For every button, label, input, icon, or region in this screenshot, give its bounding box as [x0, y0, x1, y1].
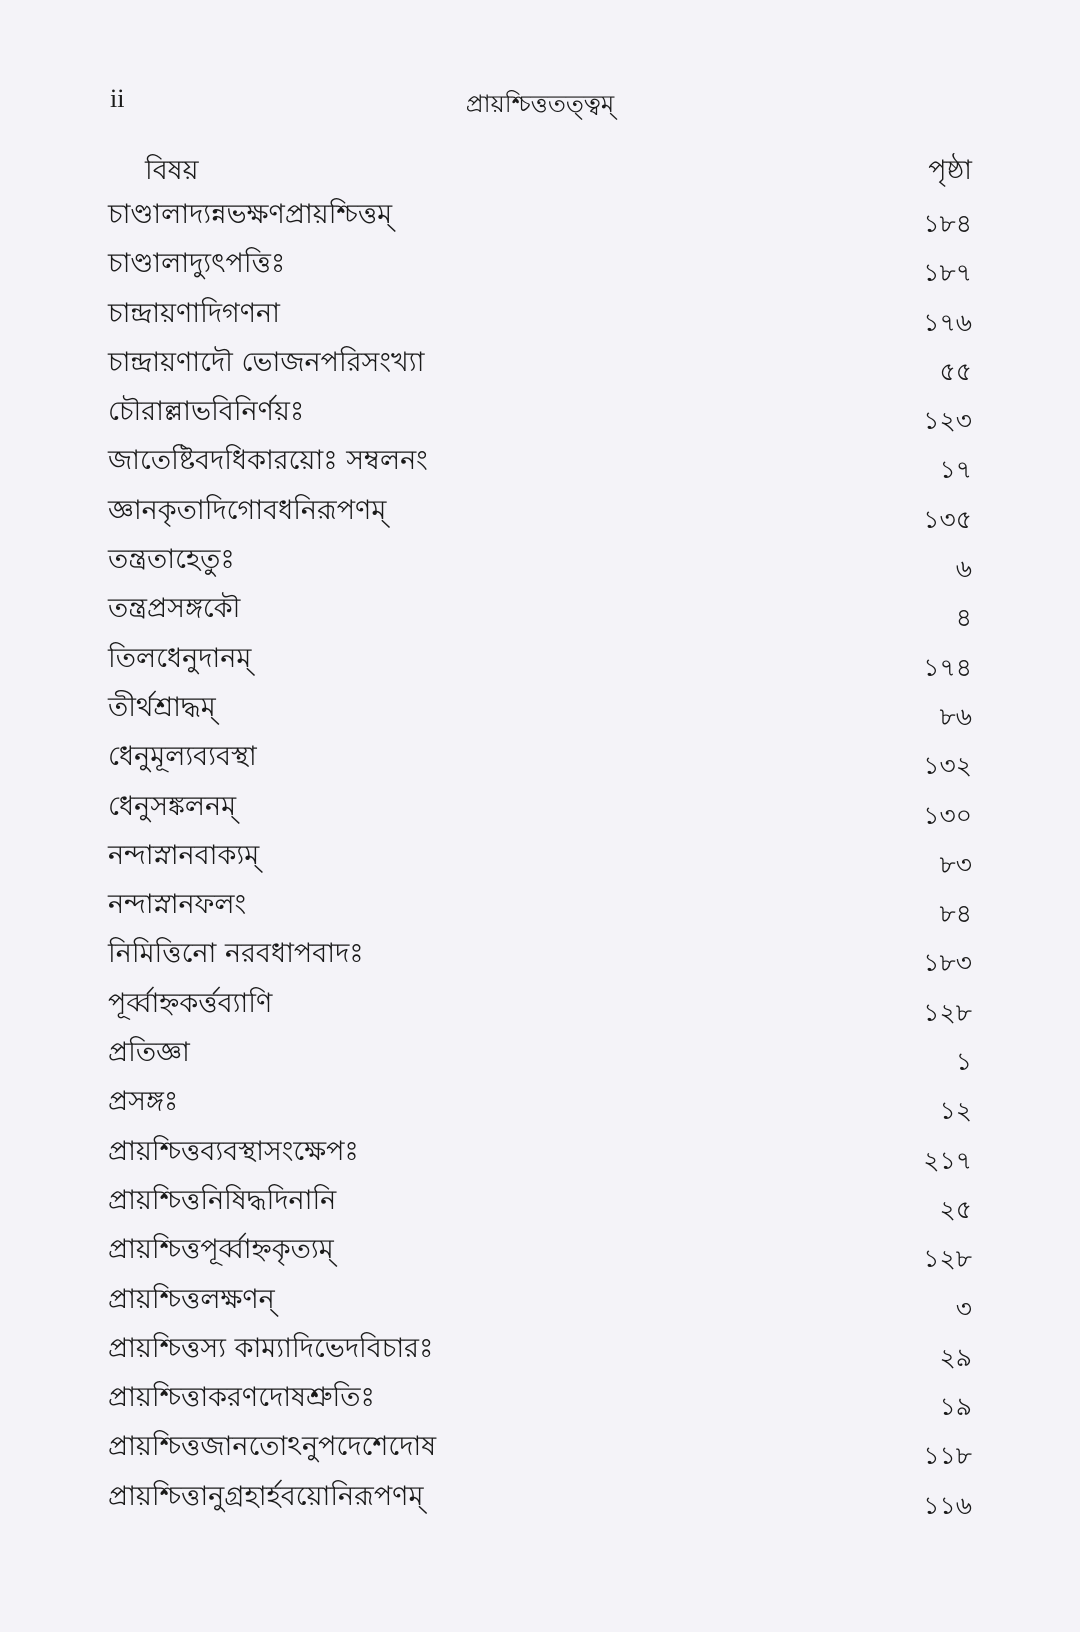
contents-entry: [108, 983, 972, 1032]
entry-page-number: ৮৩: [939, 849, 972, 879]
contents-entry: [108, 194, 972, 243]
entry-title: তিলধেনুদানম্: [108, 642, 252, 674]
contents-list: [108, 194, 972, 1525]
contents-entry: [108, 786, 972, 835]
entry-page-number: ১৭: [939, 455, 972, 485]
entry-title: প্রায়শ্চিত্তপূর্ব্বাহ্নকৃত্যম্: [108, 1234, 334, 1266]
entry-title: ধেনুসঙ্কলনম্: [108, 790, 237, 822]
entry-page-number: ১: [955, 1047, 972, 1077]
contents-entry: [108, 687, 972, 736]
contents-entry: [108, 1279, 972, 1328]
contents-entry: [108, 1229, 972, 1278]
entry-title: প্রায়শ্চিত্তজানতোঽনুপদেশেদোষ: [108, 1431, 437, 1463]
entry-title: চৌরাল্লাভবিনির্ণয়ঃ: [108, 396, 305, 428]
entry-page-number: ৩: [955, 1293, 972, 1323]
entry-page-number: ১৯: [939, 1392, 972, 1422]
entry-page-number: ১৩৫: [923, 504, 972, 534]
contents-entry: [108, 1476, 972, 1525]
entry-title: পূর্ব্বাহ্নকর্ত্তব্যাণি: [108, 987, 273, 1019]
contents-entry: [108, 243, 972, 292]
entry-page-number: ২৯: [939, 1342, 972, 1372]
entry-title: প্রায়শ্চিত্তস্য কাম্যাদিভেদবিচারঃ: [108, 1332, 434, 1364]
entry-page-number: ২৫: [939, 1194, 972, 1224]
entry-title: প্রায়শ্চিত্তনিষিদ্ধদিনানি: [108, 1184, 337, 1216]
entry-page-number: ১৭৪: [923, 652, 972, 682]
contents-entry: [108, 736, 972, 785]
running-title: প্রায়শ্চিত্ততত্ত্বম্: [465, 90, 615, 118]
contents-entry: [108, 588, 972, 637]
entry-title: চান্দ্রায়ণাদিগণনা: [108, 297, 281, 329]
entry-page-number: ১৭৬: [923, 307, 972, 337]
contents-entry: [108, 539, 972, 588]
entry-page-number: ১৩০: [923, 800, 972, 830]
entry-title: নিমিত্তিনো নরবধাপবাদঃ: [108, 938, 364, 970]
contents-entry: [108, 1131, 972, 1180]
contents-entry: [108, 1377, 972, 1426]
entry-page-number: ১১৮: [923, 1441, 972, 1471]
entry-page-number: ১২৮: [923, 997, 972, 1027]
entry-title: ধেনুমূল্যব্যবস্থা: [108, 741, 257, 773]
contents-entry: [108, 1032, 972, 1081]
entry-page-number: ১২: [939, 1096, 972, 1126]
contents-entry: [108, 1426, 972, 1475]
contents-entry: [108, 835, 972, 884]
entry-page-number: ১৮৪: [923, 209, 972, 238]
entry-title: প্রায়শ্চিত্তব্যবস্থাসংক্ষেপঃ: [108, 1135, 359, 1167]
entry-page-number: ৫৫: [939, 356, 972, 386]
entry-title: তীর্থশ্রাদ্ধম্: [108, 691, 216, 723]
contents-entry: [108, 490, 972, 539]
page-number: ii: [110, 84, 125, 113]
entry-title: তন্ত্রতাহেতুঃ: [108, 544, 235, 576]
entry-title: চান্দ্রায়ণাদৌ ভোজনপরিসংখ্যা: [108, 346, 425, 378]
entry-title: নন্দাস্নানবাক্যম্: [108, 839, 260, 871]
column-header-page: পৃষ্ঠা: [928, 155, 972, 186]
entry-title: প্রতিজ্ঞা: [108, 1037, 190, 1069]
entry-page-number: ১১৬: [923, 1490, 972, 1520]
contents-entry: [108, 884, 972, 933]
entry-page-number: ২১৭: [923, 1145, 972, 1175]
column-header-subject: বিষয়: [145, 155, 199, 186]
entry-title: চাণ্ডালাদ্যুৎপত্তিঃ: [108, 248, 286, 280]
contents-entry: [108, 293, 972, 342]
entry-page-number: ১৩২: [923, 751, 972, 781]
contents-entry: [108, 391, 972, 440]
entry-page-number: ৬: [955, 554, 972, 584]
entry-page-number: ৮৪: [939, 899, 972, 929]
contents-entry: [108, 342, 972, 391]
entry-page-number: ১২৮: [923, 1244, 972, 1274]
entry-title: প্রায়শ্চিত্তলক্ষণন্: [108, 1283, 275, 1315]
entry-page-number: ১৮৭: [923, 258, 972, 288]
contents-entry: [108, 1081, 972, 1130]
entry-title: প্রসঙ্গঃ: [108, 1086, 179, 1118]
entry-page-number: ৮৬: [939, 701, 972, 731]
entry-page-number: ১৮৩: [923, 948, 972, 978]
entry-page-number: ১২৩: [923, 406, 972, 436]
entry-title: নন্দাস্নানফলং: [108, 889, 247, 921]
entry-page-number: ৪: [955, 603, 972, 633]
contents-entry: [108, 933, 972, 982]
entry-title: তন্ত্রপ্রসঙ্গকৌ: [108, 593, 241, 625]
entry-title: জ্ঞানকৃতাদিগোবধনিরূপণম্: [108, 494, 387, 526]
contents-entry: [108, 1328, 972, 1377]
contents-entry: [108, 440, 972, 489]
entry-title: জাতেষ্টিবদধিকারয়োঃ সম্বলনং: [108, 445, 428, 477]
contents-entry: [108, 1180, 972, 1229]
entry-title: চাণ্ডালাদ্যন্নভক্ষণপ্রায়শ্চিত্তম্: [108, 199, 393, 230]
entry-title: প্রায়শ্চিত্তাকরণদোষশ্রুতিঃ: [108, 1382, 375, 1414]
entry-title: প্রায়শ্চিত্তানুগ্রহার্হবয়োনিরূপণম্: [108, 1480, 424, 1512]
contents-entry: [108, 638, 972, 687]
